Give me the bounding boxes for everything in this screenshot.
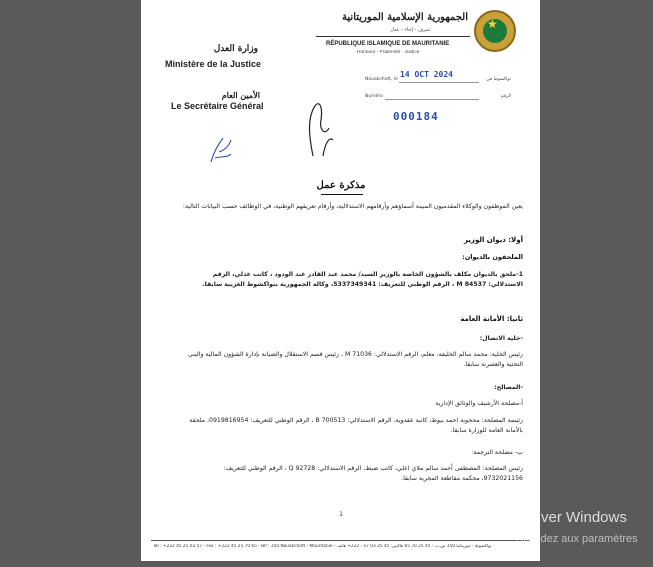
date-label-ar: نواكشوط في — [486, 77, 511, 82]
memo-title-underline — [321, 194, 363, 195]
national-emblem: ★ — [474, 10, 516, 52]
section-1-heading: أولا: ديوان الوزير — [463, 236, 523, 244]
windows-activation-subtitle[interactable]: Accédez aux paramètres — [516, 533, 638, 545]
document-page — [141, 0, 540, 561]
footer-contact: Tél : +222 45 25 03 57 - Fax : +222 45 25 70 65 - BP : 350 Nouakchott - Mauritanie - نواكشوط - موريتانيا 350 ص.ب - 45 25 70 65 فاكس: 45 25 03 57 - 222+ هاتف — [153, 544, 492, 549]
number-dotted-line — [385, 99, 479, 100]
service-a-heading: أ-مصلحة الأرشيف والوثائق الإدارية — [435, 400, 523, 407]
service-b-text: رئيس المصلحة: المصطفى أحمد سالم ملاي اعلي، كاتب ضبط، الرقم الاستدلالي: Q 92728 ، الرقم الوطني للتعريف: 9732021156، محكمة مقاطعة المجرية سابقا. — [223, 465, 523, 482]
header-arabic-motto: شرف - إخاء - عدل — [390, 27, 430, 33]
services-heading: -المصالح: — [494, 384, 523, 391]
ministry-arabic: وزارة العدل — [213, 44, 258, 54]
header-french-title: RÉPUBLIQUE ISLAMIQUE DE MAURITANIE — [326, 41, 450, 47]
item-1-text: 1-ملحق بالديوان مكلف بالشؤون الخاصة بالوزير السيد/ محمد عبد القادر عبد الودود ، كاتب عدلي، الرقم الاستدلالي: M 84537 ، الرقم الوطني للتعريف: 5337349341، وكالة الجمهورية بنواكشوط الغربية سابقا. — [202, 271, 523, 288]
header-arabic-title: الجمهورية الإسلامية الموريتانية — [342, 12, 468, 23]
header-french-motto: Honneur - Fraternité - Justice — [357, 50, 420, 55]
memo-intro: يعين الموظفون والوكلاء المقدميون المبينة أسماؤهم وأرقامهم الاستدلالية، وأرقام تعريفهم الوطنية، في الوظائف حسب البيانات التالية: — [182, 203, 523, 210]
footer-divider — [151, 540, 530, 541]
section-1-subheading: الملحقون بالديوان: — [462, 253, 523, 261]
handwritten-signature — [299, 96, 339, 166]
number-label-ar: الرقم — [500, 94, 511, 99]
number-label-fr: Numéro — [365, 94, 383, 99]
cell-text: رئيس الخلية: محمد سالم الخليفة، معلم، الرقم الاستدلالي: M 71036 ، رئيس قسم الاستقلال والصيانة بإدارة الشؤون المالية والبنى التحتية والعصرنة سابقا. — [188, 351, 523, 368]
initials-signature — [201, 128, 241, 168]
date-dotted-line — [399, 82, 479, 83]
number-stamp: 000184 — [393, 110, 439, 123]
secretary-general-french: Le Secrétaire Général — [171, 101, 264, 111]
date-label-fr: Nouakchott, le — [365, 77, 398, 82]
date-stamp: 14 OCT 2024 — [400, 70, 453, 79]
service-a-text: رئيسة المصلحة: محجوبة احمد بيوط، كاتبة عقدوية، الرقم الاستدلالي: B 700513 ، الرقم الوطني للتعريف: 0919816954، ملحقة بالأمانة العامة للوزارة سابقا. — [189, 417, 523, 434]
section-2-heading: ثانيا: الأمانة العامة — [460, 315, 523, 323]
service-b-heading: ب- مصلحة الترجمة: — [471, 449, 523, 456]
page-number: 1 — [339, 511, 343, 518]
memo-title: مذكرة عمل — [316, 180, 366, 191]
windows-activation-title: Activer Windows — [516, 509, 627, 526]
secretary-general-arabic: الأمين العام — [221, 90, 260, 100]
ministry-french: Ministère de la Justice — [165, 59, 262, 69]
header-divider — [316, 36, 470, 37]
cell-heading: -خلية الاتصال: — [479, 335, 523, 342]
